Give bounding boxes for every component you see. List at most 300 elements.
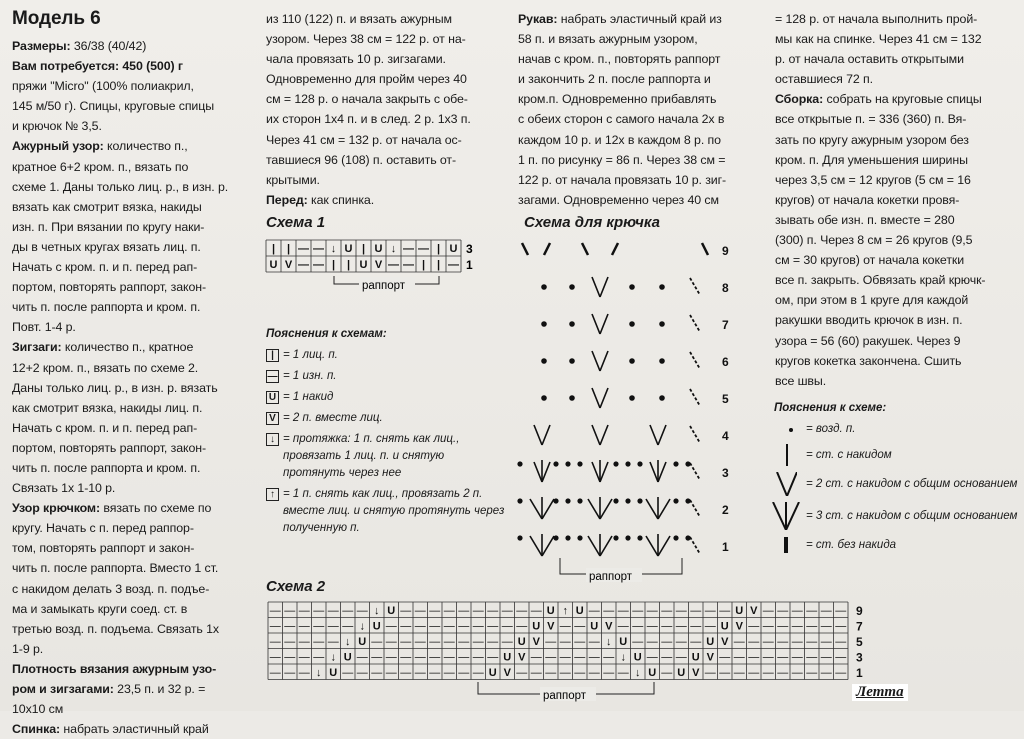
chain-stitch-mark	[570, 396, 574, 400]
text-column-1	[12, 8, 250, 739]
chain-stitch-mark	[674, 462, 677, 465]
crochet-row-label: 2	[722, 503, 729, 517]
crochet-row-label: 5	[722, 392, 729, 406]
schema-2-cell-symbol: —	[603, 605, 615, 617]
schema-2-cell-symbol: —	[414, 667, 426, 679]
chain-stitch-mark	[570, 322, 574, 326]
schema-2-cell-symbol: —	[530, 667, 542, 679]
schema-2-cell-symbol: V	[721, 636, 729, 648]
schema-2-cell-symbol: —	[791, 667, 803, 679]
crochet-mark	[592, 462, 600, 482]
col3-line: и закончить 2 п. после раппорта и	[518, 72, 711, 87]
crochet-mark	[690, 278, 700, 295]
col1-line: кругу. Начать с п. перед раппор-	[12, 521, 194, 536]
chain-stitch-mark	[638, 462, 641, 465]
col1-line: ром и зигзагами: 23,5 п. и 32 р. =	[12, 682, 206, 696]
crochet-mark	[530, 536, 542, 556]
col1-line: Узор крючком: вязать по схеме по	[12, 501, 212, 516]
schema-2-cell-symbol: U	[691, 651, 700, 664]
chain-stitch-mark	[660, 396, 664, 400]
schema-2-cell-symbol: —	[487, 651, 499, 664]
schema-2-cell-symbol: —	[835, 651, 847, 664]
schema-2-cell-symbol: —	[632, 620, 644, 633]
schema-2-cell-symbol: —	[327, 636, 339, 648]
legend-schemas-text: = 1 лиц. п.	[283, 349, 338, 361]
schema-2-cell-symbol: ↓	[635, 667, 641, 679]
schema-2-cell-symbol: —	[429, 605, 441, 617]
schema-2-cell-symbol: —	[385, 620, 397, 633]
text-column-3	[518, 9, 760, 210]
schema-2-cell-symbol: ↑	[562, 605, 568, 617]
schema-2-cell-symbol: —	[762, 620, 774, 633]
col2-line: тавшиеся 96 (108) п. оставить от-	[266, 152, 457, 167]
col1-line: ма и замыкать круги соед. ст. в	[12, 601, 188, 616]
schema-2-cell-symbol: —	[777, 620, 789, 633]
schema-2-cell-symbol: —	[588, 636, 600, 648]
schema-1-cell-symbol: U	[359, 259, 368, 271]
schema-2-cell-symbol: ↓	[359, 620, 365, 633]
crochet-mark	[658, 536, 670, 556]
schema-2-cell-symbol: —	[661, 636, 673, 648]
col2-line: Одновременно для пройм через 40	[266, 72, 467, 87]
chain-stitch-mark	[686, 499, 689, 502]
schema-2-cell-symbol: —	[400, 620, 412, 633]
schema-2-cell-symbol: —	[588, 605, 600, 617]
legend-schemas-item	[266, 347, 506, 364]
schema-2-cell-symbol: —	[501, 605, 513, 617]
schema-2-cell-symbol: —	[748, 651, 760, 664]
page-title: Модель 6	[12, 8, 101, 29]
crochet-mark	[542, 536, 554, 556]
chain-stitch-mark	[566, 536, 569, 539]
col1-line: Начать с кром. п. и п. перед рап-	[12, 260, 198, 275]
schema-2-cell-symbol: —	[820, 651, 832, 664]
schema-1-cell-symbol: U	[449, 243, 458, 255]
schema-2-cell-symbol: —	[443, 667, 455, 679]
schema-2-cell-symbol: U	[648, 667, 657, 679]
crochet-row-label: 4	[722, 429, 729, 443]
crochet-mark	[650, 425, 658, 445]
schema-2-cell-symbol: V	[547, 620, 555, 633]
schema-2-cell-symbol: —	[269, 620, 281, 633]
schema-2-cell-symbol: —	[835, 620, 847, 633]
schema-2-cell-symbol: —	[356, 605, 368, 617]
schema-2-cell-symbol: —	[429, 636, 441, 648]
schema-2-cell-symbol: —	[414, 636, 426, 648]
schema-2-cell-symbol: —	[777, 667, 789, 679]
col1-line: Даны только лиц. р., в изн. р. вязать	[12, 380, 218, 395]
schema-2-cell-symbol: —	[733, 667, 745, 679]
crochet-mark	[600, 536, 612, 556]
schema-1-cell-symbol: U	[269, 259, 278, 271]
schema-2-cell-symbol: V	[532, 636, 540, 648]
schema-2-cell-symbol: —	[748, 620, 760, 633]
schema-2-cell-symbol: —	[806, 651, 818, 664]
col2-line: см = 128 р. о начала закрыть с обе-	[266, 92, 468, 107]
schema-2-cell-symbol: —	[777, 636, 789, 648]
legend-schemas-item	[266, 486, 506, 537]
schema-2-cell-symbol: —	[646, 620, 658, 633]
legend-schemas-text: = 1 изн. п.	[283, 370, 337, 382]
schema-2-cell-symbol: —	[284, 605, 296, 617]
col4-line: все п. закрыть. Обвязать край крючк-	[775, 273, 986, 288]
schema-1-cell-symbol: —	[313, 243, 324, 255]
schema-2-cell-symbol: —	[675, 651, 687, 664]
col1-line: Размеры: 36/38 (40/42)	[12, 39, 147, 53]
crochet-mark	[600, 425, 608, 445]
legend-schemas-item	[266, 368, 506, 385]
schema-2-cell-symbol: —	[762, 651, 774, 664]
schema-2-cell-symbol: —	[661, 651, 673, 664]
col1-line: Плотность вязания ажурным узо-	[12, 661, 217, 676]
schema-2-cell-symbol: —	[385, 636, 397, 648]
schema-2-cell-symbol: —	[530, 651, 542, 664]
crochet-mark	[646, 499, 658, 519]
schema-2-cell-symbol: U	[720, 620, 729, 633]
crochet-mark	[592, 314, 600, 334]
schema-2-cell-symbol: —	[472, 667, 484, 679]
schema-2-cell-symbol: —	[298, 667, 310, 679]
col1-line: вязать как смотрит вязка, накиды	[12, 199, 202, 214]
schema-1-cell-symbol: U	[374, 243, 383, 255]
chain-stitch-mark	[626, 536, 629, 539]
crochet-mark	[658, 499, 670, 519]
col2-line: чала провязать 10 р. зигзагами.	[266, 52, 446, 67]
knit-two-together-icon: V	[266, 412, 279, 425]
crochet-row-label: 1	[722, 540, 729, 554]
schema-2-cell-symbol: —	[472, 651, 484, 664]
schema-2-cell-symbol: —	[675, 605, 687, 617]
schema-2-cell-symbol: —	[472, 605, 484, 617]
schema-2-cell-symbol: —	[719, 667, 731, 679]
schema-2-cell-symbol: —	[298, 636, 310, 648]
crochet-mark	[600, 314, 608, 334]
schema-2-cell-symbol: ↓	[316, 667, 322, 679]
schema-2-cell-symbol: U	[706, 636, 715, 648]
schema-2-cell-symbol: —	[835, 605, 847, 617]
col1-line: Спинка: набрать эластичный край	[12, 722, 209, 737]
schema-2-cell-symbol: U	[517, 636, 526, 648]
crochet-mark	[542, 462, 550, 482]
slip-knit-pass-icon: ↓	[266, 433, 279, 446]
schema-2-cell-symbol: —	[516, 605, 528, 617]
col1-line: чить п. после раппорта и кром. п.	[12, 460, 201, 475]
schema-2-cell-symbol: V	[750, 605, 758, 617]
schema-2-cell-symbol: V	[735, 620, 743, 633]
legend-crochet-item	[770, 444, 1020, 466]
col4-line: = 128 р. от начала выполнить прой-	[775, 12, 978, 26]
legend-schemas-text: = 1 накид	[283, 391, 334, 403]
chain-stitch-mark	[570, 359, 574, 363]
schema-2-cell-symbol: —	[733, 651, 745, 664]
chain-stitch-mark	[674, 499, 677, 502]
chain-stitch-mark	[614, 536, 617, 539]
chain-stitch-mark	[630, 285, 634, 289]
schema-2-cell-symbol: —	[313, 620, 325, 633]
schema-2-cell-symbol: ↓	[606, 636, 612, 648]
col2-line: крытыми.	[266, 172, 320, 187]
schema-2-cell-symbol: U	[619, 636, 628, 648]
crochet-mark	[534, 425, 542, 445]
watermark-letta: Летта	[852, 684, 908, 701]
schema-1-cell-symbol: —	[448, 259, 459, 271]
schema-2-cell-symbol: —	[559, 651, 571, 664]
schema-2-cell-symbol: —	[356, 651, 368, 664]
schema-2-cell-symbol: —	[791, 620, 803, 633]
chain-stitch-mark	[578, 536, 581, 539]
schema-2-cell-symbol: —	[588, 651, 600, 664]
chain-stitch-icon	[770, 422, 802, 438]
chain-stitch-mark	[554, 499, 557, 502]
col1-line: Повт. 1-4 р.	[12, 320, 76, 335]
schema-2-cell-symbol: —	[313, 605, 325, 617]
col3-line: 1 п. по рисунку = 86 п. Через 38 см =	[518, 152, 726, 167]
col1-line: как смотрит вязка, накиды лиц. п.	[12, 400, 203, 415]
double-decrease-icon: ↑	[266, 488, 279, 501]
schema-2-cell-symbol: —	[603, 667, 615, 679]
col2-line: из 110 (122) п. и вязать ажурным	[266, 12, 452, 26]
schema-2-cell-symbol: —	[690, 605, 702, 617]
legend-crochet-text: = ст. с накидом	[806, 448, 892, 461]
schema-2-cell-symbol: —	[704, 620, 716, 633]
schema-2-cell-symbol: —	[559, 620, 571, 633]
legend-crochet-list	[770, 421, 1020, 554]
schema-2-title: Схема 2	[266, 578, 326, 595]
schema-2-cell-symbol: —	[762, 605, 774, 617]
col1-line: 12+2 кром. п., вязать по схеме 2.	[12, 360, 199, 375]
schema-2-cell-symbol: —	[617, 605, 629, 617]
schema-2-cell-symbol: —	[472, 620, 484, 633]
crochet-mark	[690, 315, 700, 332]
schema-2-cell-symbol: —	[835, 636, 847, 648]
three-dc-cluster-icon	[770, 502, 802, 530]
schema-2-cell-symbol: —	[777, 651, 789, 664]
double-crochet-icon	[770, 444, 802, 466]
chain-stitch-mark	[674, 536, 677, 539]
schema-2-row-label: 1	[856, 666, 863, 680]
crochet-rapport-label: раппорт	[589, 571, 633, 583]
schema-2-cell-symbol: —	[313, 636, 325, 648]
text-column-2	[266, 9, 506, 210]
legend-schemas-title: Пояснения к схемам:	[266, 328, 387, 340]
schema-2-cell-symbol: —	[269, 636, 281, 648]
schema-2-cell-symbol: —	[371, 667, 383, 679]
crochet-row-label: 3	[722, 466, 729, 480]
crochet-mark	[600, 462, 608, 482]
schema-2-cell-symbol: —	[400, 651, 412, 664]
schema-2-cell-symbol: —	[400, 667, 412, 679]
chain-stitch-mark	[626, 462, 629, 465]
column-2-body	[266, 9, 506, 210]
crochet-row-label: 8	[722, 281, 729, 295]
schema-2-cell-symbol: —	[545, 667, 557, 679]
schema-2-cell-symbol: —	[458, 636, 470, 648]
col1-line: ды в четных кругах вязать лиц. п.	[12, 239, 201, 254]
crochet-mark	[592, 425, 600, 445]
schema-2-cell-symbol: —	[429, 620, 441, 633]
schema-2-cell-symbol: —	[661, 605, 673, 617]
chain-stitch-mark	[638, 536, 641, 539]
schema-2-row-label: 9	[856, 604, 863, 618]
schema-1-title: Схема 1	[266, 214, 326, 231]
schema-2-cell-symbol: V	[706, 651, 714, 664]
chain-stitch-mark	[518, 536, 521, 539]
col3-line: загами. Одновременно через 40 см	[518, 192, 719, 207]
col1-line: портом, повторять раппорт, закон-	[12, 280, 207, 295]
col1-line: третью возд. п. подъема. Связать 1х	[12, 621, 220, 636]
col2-line: узором. Через 38 см = 122 р. от на-	[266, 32, 466, 47]
schema-1-cell-symbol: |	[271, 243, 276, 255]
col1-line: Связать 1х 1-10 р.	[12, 481, 116, 496]
legend-schemas-text: = протяжка: 1 п. снять как лиц., провязать 1 лиц. п. и снятую протянуть через нее	[283, 433, 460, 479]
schema-2-cell-symbol: —	[472, 636, 484, 648]
schema-2-cell-symbol: —	[385, 667, 397, 679]
schema-2-cell-symbol: —	[835, 667, 847, 679]
schema-2-cell-symbol: —	[545, 636, 557, 648]
schema-1-cell-symbol: |	[421, 259, 426, 271]
schema-2-cell-symbol: V	[605, 620, 613, 633]
schema-2-cell-symbol: —	[559, 636, 571, 648]
crochet-mark	[600, 277, 608, 297]
schema-2-cell-symbol: —	[516, 620, 528, 633]
crochet-chart	[512, 236, 752, 586]
crochet-mark	[582, 243, 588, 255]
schema-2-cell-symbol: —	[545, 651, 557, 664]
col1-line: Ажурный узор: количество п.,	[12, 139, 188, 154]
col2-line: Перед: как спинка.	[266, 192, 375, 207]
col1-line: пряжи "Micro" (100% полиакрил,	[12, 79, 194, 94]
schema-2-cell-symbol: U	[575, 605, 584, 617]
crochet-mark	[658, 425, 666, 445]
schema-2-cell-symbol: —	[429, 667, 441, 679]
schema-2-cell-symbol: —	[690, 636, 702, 648]
schema-2-cell-symbol: U	[372, 620, 381, 633]
legend-schemas	[266, 326, 506, 541]
schema-2-cell-symbol: —	[487, 620, 499, 633]
legend-crochet-item	[770, 421, 1020, 438]
schema-2-cell-symbol: —	[487, 636, 499, 648]
column-3-body	[518, 9, 760, 210]
schema-2-cell-symbol: —	[559, 667, 571, 679]
schema-2-cell-symbol: —	[443, 605, 455, 617]
chain-stitch-mark	[660, 285, 664, 289]
schema-2-cell-symbol: —	[501, 620, 513, 633]
schema-2-cell-symbol: —	[298, 620, 310, 633]
schema-2-cell-symbol: —	[632, 636, 644, 648]
chain-stitch-mark	[638, 499, 641, 502]
col2-line: их сторон 1х4 п. и в след. 2 р. 1х3 п.	[266, 112, 471, 127]
schema-2-cell-symbol: —	[820, 620, 832, 633]
schema-2-cell-symbol: —	[704, 667, 716, 679]
schema-2-cell-symbol: —	[820, 667, 832, 679]
schema-2-cell-symbol: —	[516, 667, 528, 679]
schema-2-cell-symbol: ↓	[374, 605, 380, 617]
schema-2-cell-symbol: —	[284, 636, 296, 648]
legend-schemas-item	[266, 410, 506, 427]
schema-2-cell-symbol: —	[371, 636, 383, 648]
chain-stitch-mark	[578, 499, 581, 502]
crochet-mark	[690, 463, 700, 480]
crochet-mark	[544, 243, 550, 255]
schema-2-rapport-label: раппорт	[543, 690, 587, 702]
col4-line: зать по кругу ажурным узором без	[775, 132, 969, 147]
col4-line: кругов) от начала кокетки провя-	[775, 192, 960, 207]
schema-2-cell-symbol: —	[777, 605, 789, 617]
legend-crochet-title: Пояснения к схеме:	[774, 402, 887, 414]
schema-2-cell-symbol: —	[327, 605, 339, 617]
crochet-mark	[690, 500, 700, 517]
schema-2-cell-symbol: —	[414, 620, 426, 633]
schema-2-chart	[264, 600, 874, 708]
schema-2-cell-symbol: U	[546, 605, 555, 617]
crochet-mark	[650, 462, 658, 482]
schema-2-cell-symbol: —	[791, 605, 803, 617]
schema-2-cell-symbol: —	[632, 605, 644, 617]
col3-line: кром.п. Одновременно прибавлять	[518, 92, 717, 107]
schema-2-cell-symbol: U	[387, 605, 396, 617]
schema-1-cell-symbol: |	[436, 259, 441, 271]
crochet-mark	[600, 499, 612, 519]
col1-line: Вам потребуется: 450 (500) г	[12, 59, 183, 74]
schema-2-cell-symbol: —	[530, 605, 542, 617]
schema-1-cell-symbol: V	[284, 259, 293, 271]
crochet-mark	[702, 243, 708, 255]
chain-stitch-mark	[630, 396, 634, 400]
chain-stitch-mark	[686, 536, 689, 539]
crochet-mark	[646, 536, 658, 556]
schema-2-cell-symbol: U	[343, 651, 352, 664]
schema-2-cell-symbol: —	[719, 651, 731, 664]
crochet-mark	[542, 499, 554, 519]
schema-2-cell-symbol: —	[675, 620, 687, 633]
schema-2-cell-symbol: —	[574, 636, 586, 648]
schema-2-cell-symbol: —	[791, 636, 803, 648]
schema-2-cell-symbol: —	[661, 667, 673, 679]
schema-2-cell-symbol: —	[806, 605, 818, 617]
col1-line: 10х10 см	[12, 702, 64, 717]
crochet-row-label: 9	[722, 244, 729, 258]
schema-2-cell-symbol: —	[356, 667, 368, 679]
schema-2-cell-symbol: —	[342, 605, 354, 617]
text-column-4	[775, 9, 1015, 391]
schema-2-cell-symbol: —	[458, 667, 470, 679]
single-crochet-icon	[770, 536, 802, 554]
legend-schemas-item	[266, 389, 506, 406]
crochet-mark	[690, 352, 700, 369]
schema-2-cell-symbol: —	[574, 651, 586, 664]
schema-2-cell-symbol: —	[748, 636, 760, 648]
schema-1-cell-symbol: |	[331, 259, 336, 271]
schema-2-cell-symbol: —	[400, 636, 412, 648]
schema-2-row-label: 7	[856, 619, 863, 634]
chain-stitch-mark	[630, 322, 634, 326]
crochet-row-label: 6	[722, 355, 729, 369]
schema-2-row-label: 3	[856, 650, 863, 665]
schema-2-cell-symbol: U	[503, 651, 512, 664]
col1-line: чить п. после раппорта. Вместо 1 ст.	[12, 561, 219, 576]
col4-line: кром. п. Для уменьшения ширины	[775, 152, 968, 167]
schema-1-cell-symbol: ↓	[330, 243, 337, 255]
schema-1-cell-symbol: —	[298, 243, 309, 255]
schema-2-cell-symbol: —	[806, 620, 818, 633]
crochet-mark	[522, 243, 528, 255]
knit-stitch-icon: |	[266, 349, 279, 362]
legend-crochet-text: = возд. п.	[806, 423, 856, 435]
chain-stitch-mark	[554, 462, 557, 465]
legend-crochet-item	[770, 472, 1020, 496]
col1-line: том, повторять раппорт и закон-	[12, 541, 195, 556]
legend-crochet-text: = 2 ст. с накидом с общим основанием	[806, 477, 1018, 490]
